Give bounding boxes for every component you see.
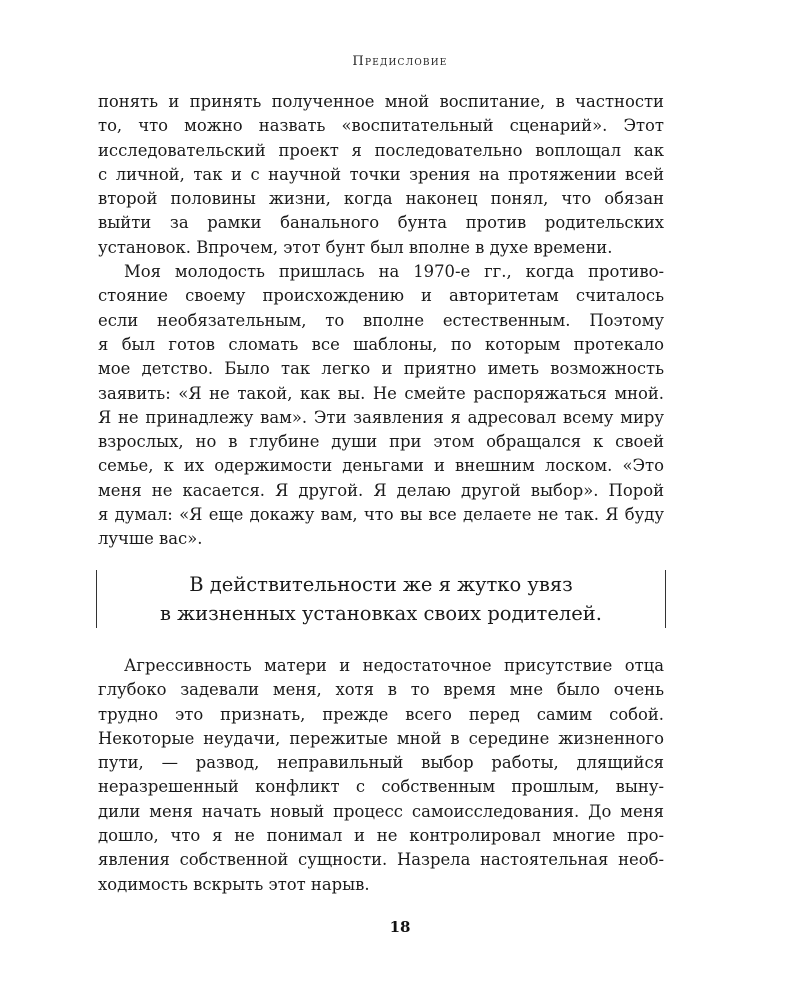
text-line: Моя молодость пришлась на 1970-е гг., когда противо-: [124, 262, 664, 282]
text-line: я думал: «Я еще докажу вам, что вы все делаете не так. Я буду: [98, 505, 664, 525]
text-line: заявить: «Я не такой, как вы. Не смейте распоряжаться мной.: [98, 383, 664, 403]
running-head: Предисловие: [352, 54, 448, 69]
text-line: если необязательным, то вполне естественным. Поэтому: [98, 310, 664, 330]
text-line: Я не принадлежу вам». Эти заявления я адресовал всему миру: [98, 407, 664, 427]
text-line: взрослых, но в глубине души при этом обращался к своей: [98, 432, 664, 452]
text-line: понять и принять полученное мной воспитание, в частности: [98, 92, 664, 111]
text-line: явления собственной сущности. Назрела настоятельная необ-: [98, 850, 664, 870]
pull-quote-line: в жизненных установках своих родителей.: [159, 602, 603, 625]
text-line: меня не касается. Я другой. Я делаю другой выбор». Порой: [98, 480, 664, 500]
text-line: я был готов сломать все шаблоны, по которым протекало: [98, 334, 664, 354]
text-line: Некоторые неудачи, пережитые мной в середине жизненного: [98, 728, 664, 748]
text-line: неразрешенный конфликт с собственным прошлым, выну-: [98, 777, 664, 797]
text-line: ходимость вскрыть этот нарыв.: [98, 874, 370, 894]
text-line: стояние своему происхождению и авторитетам считалось: [98, 286, 664, 306]
page-number: 18: [389, 918, 411, 936]
text-line: выйти за рамки банального бунта против родительских: [98, 213, 664, 233]
text-line: исследовательский проект я последовательно воплощал как: [98, 140, 664, 160]
text-line: семье, к их одержимости деньгами и внешним лоском. «Это: [98, 456, 664, 476]
text-line: дошло, что я не понимал и не контролировал многие про-: [98, 826, 664, 846]
text-line: Агрессивность матери и недостаточное присутствие отца: [124, 656, 664, 675]
text-line: глубоко задевали меня, хотя в то время мне было очень: [98, 680, 664, 700]
text-line: второй половины жизни, когда наконец понял, что обязан: [98, 189, 664, 209]
body-text-top: [98, 90, 664, 552]
text-line: дили меня начать новый процесс самоисследования. До меня: [98, 801, 664, 821]
pull-quote: [96, 570, 666, 628]
text-line: установок. Впрочем, этот бунт был вполне в духе времени.: [98, 237, 613, 257]
text-line: с личной, так и с научной точки зрения на протяжении всей: [98, 164, 664, 184]
text-line: трудно это признать, прежде всего перед самим собой.: [98, 704, 664, 724]
text-line: пути, — развод, неправильный выбор работы, длящийся: [98, 753, 664, 773]
text-line: лучше вас».: [98, 529, 203, 549]
pull-quote-line: В действительности же я жутко увяз: [189, 573, 573, 596]
text-line: мое детство. Было так легко и приятно иметь возможность: [98, 359, 664, 379]
text-line: то, что можно назвать «воспитательный сценарий». Этот: [98, 116, 664, 136]
body-text-bottom: [98, 654, 664, 897]
